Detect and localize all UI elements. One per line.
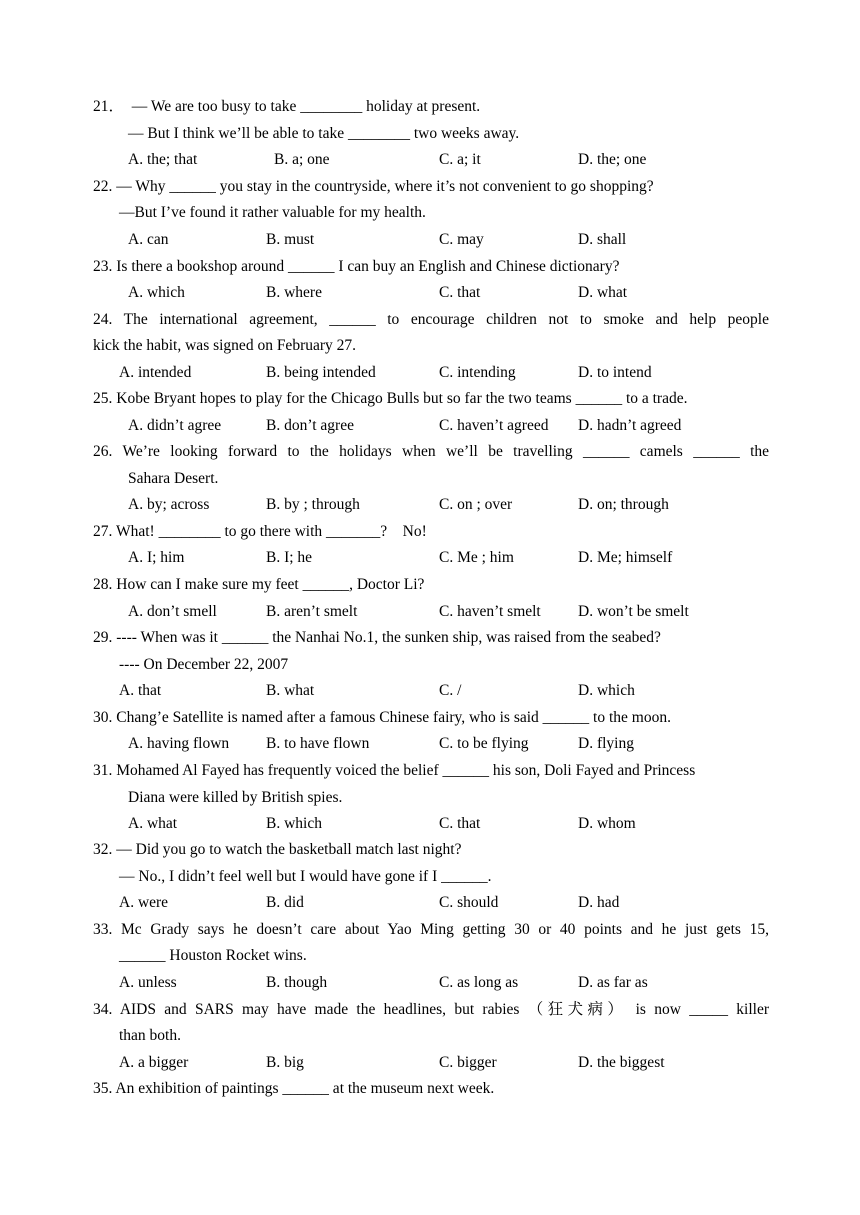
question-21-stem: 21． — We are too busy to take ________ holiday at present.	[93, 98, 481, 115]
question-24-option-b: B. being intended	[266, 364, 376, 381]
question-31-option-d: D. whom	[578, 815, 636, 832]
question-29-reply: ---- On December 22, 2007	[119, 656, 289, 673]
question-32-reply: ― No., I didn’t feel well but I would have gone if I ______.	[119, 868, 492, 885]
question-23-option-c: C. that	[439, 284, 481, 301]
question-25-option-d: D. hadn’t agreed	[578, 417, 682, 434]
question-34-option-c: C. bigger	[439, 1054, 497, 1071]
question-33-option-b: B. though	[266, 974, 328, 991]
question-33-option-c: C. as long as	[439, 974, 519, 991]
question-29-option-c: C. /	[439, 682, 462, 699]
question-30-option-d: D. flying	[578, 735, 634, 752]
question-22-option-a: A. can	[128, 231, 169, 248]
question-31-stem-continued: Diana were killed by British spies.	[128, 789, 343, 806]
question-21-option-d: D. the; one	[578, 151, 647, 168]
question-22-option-b: B. must	[266, 231, 315, 248]
question-24-option-d: D. to intend	[578, 364, 652, 381]
question-34-option-d: D. the biggest	[578, 1054, 665, 1071]
question-23-option-d: D. what	[578, 284, 628, 301]
question-25-stem: 25. Kobe Bryant hopes to play for the Chicago Bulls but so far the two teams ______ to a trade.	[93, 390, 688, 407]
question-33-option-d: D. as far as	[578, 974, 648, 991]
question-30-option-a: A. having flown	[128, 735, 230, 752]
question-28-option-a: A. don’t smell	[128, 603, 217, 620]
question-31-option-b: B. which	[266, 815, 322, 832]
question-32-option-c: C. should	[439, 894, 499, 911]
question-33-stem-continued: ______ Houston Rocket wins.	[119, 947, 307, 964]
question-28-stem: 28. How can I make sure my feet ______, Doctor Li?	[93, 576, 425, 593]
question-32-option-b: B. did	[266, 894, 304, 911]
question-22-stem: 22. ― Why ______ you stay in the countryside, where it’s not convenient to go shopping?	[93, 178, 654, 195]
question-31-stem: 31. Mohamed Al Fayed has frequently voiced the belief ______ his son, Doli Fayed and Princess	[93, 762, 696, 779]
question-23-option-a: A. which	[128, 284, 185, 301]
question-29-option-b: B. what	[266, 682, 315, 699]
question-26-option-d: D. on; through	[578, 496, 669, 513]
question-29-option-a: A. that	[119, 682, 162, 699]
question-34-stem: 34. AIDS and SARS may have made the headlines, but rabies （狂犬病） is now _____ killer	[93, 1001, 769, 1018]
question-30-option-c: C. to be flying	[439, 735, 529, 752]
question-26-stem-continued: Sahara Desert.	[128, 470, 219, 487]
question-25-option-b: B. don’t agree	[266, 417, 354, 434]
question-29-option-d: D. which	[578, 682, 635, 699]
question-22-reply: ―But I’ve found it rather valuable for my health.	[119, 204, 426, 221]
question-32-stem: 32. ― Did you go to watch the basketball match last night?	[93, 841, 462, 858]
question-28-option-d: D. won’t be smelt	[578, 603, 689, 620]
question-31-option-c: C. that	[439, 815, 481, 832]
question-34-stem-continued: than both.	[119, 1027, 181, 1044]
question-24-option-c: C. intending	[439, 364, 516, 381]
question-24-option-a: A. intended	[119, 364, 192, 381]
question-21-reply: — But I think we’ll be able to take ________ two weeks away.	[128, 125, 520, 142]
question-26-stem: 26. We’re looking forward to the holidays when we’ll be travelling ______ camels ______ the	[93, 443, 769, 460]
question-25-option-c: C. haven’t agreed	[439, 417, 549, 434]
question-27-option-c: C. Me ; him	[439, 549, 514, 566]
question-34-option-b: B. big	[266, 1054, 304, 1071]
question-30-option-b: B. to have flown	[266, 735, 370, 752]
question-29-stem: 29. ---- When was it ______ the Nanhai No.1, the sunken ship, was raised from the seabed?	[93, 629, 661, 646]
question-21-option-a: A. the; that	[128, 151, 198, 168]
question-26-option-a: A. by; across	[128, 496, 210, 513]
question-21-option-b: B. a; one	[274, 151, 330, 168]
question-27-stem: 27. What! ________ to go there with _______? No!	[93, 523, 427, 540]
question-26-option-b: B. by ; through	[266, 496, 360, 513]
question-22-option-d: D. shall	[578, 231, 627, 248]
question-31-option-a: A. what	[128, 815, 178, 832]
question-27-option-d: D. Me; himself	[578, 549, 673, 566]
question-26-option-c: C. on ; over	[439, 496, 513, 513]
question-25-option-a: A. didn’t agree	[128, 417, 222, 434]
question-24-stem-continued: kick the habit, was signed on February 27.	[93, 337, 357, 354]
question-28-option-c: C. haven’t smelt	[439, 603, 541, 620]
question-27-option-b: B. I; he	[266, 549, 313, 566]
question-22-option-c: C. may	[439, 231, 484, 248]
question-34-option-a: A. a bigger	[119, 1054, 189, 1071]
question-27-option-a: A. I; him	[128, 549, 185, 566]
question-24-stem: 24. The international agreement, ______ to encourage children not to smoke and help people	[93, 311, 769, 328]
question-33-stem: 33. Mc Grady says he doesn’t care about Yao Ming getting 30 or 40 points and he just gets 15,	[93, 921, 769, 938]
question-32-option-d: D. had	[578, 894, 620, 911]
question-33-option-a: A. unless	[119, 974, 177, 991]
question-30-stem: 30. Chang’e Satellite is named after a famous Chinese fairy, who is said ______ to the moon.	[93, 709, 671, 726]
question-35-stem: 35. An exhibition of paintings ______ at the museum next week.	[93, 1080, 495, 1097]
question-23-option-b: B. where	[266, 284, 322, 301]
question-21-option-c: C. a; it	[439, 151, 481, 168]
question-32-option-a: A. were	[119, 894, 169, 911]
question-28-option-b: B. aren’t smelt	[266, 603, 358, 620]
question-23-stem: 23. Is there a bookshop around ______ I can buy an English and Chinese dictionary?	[93, 258, 620, 275]
